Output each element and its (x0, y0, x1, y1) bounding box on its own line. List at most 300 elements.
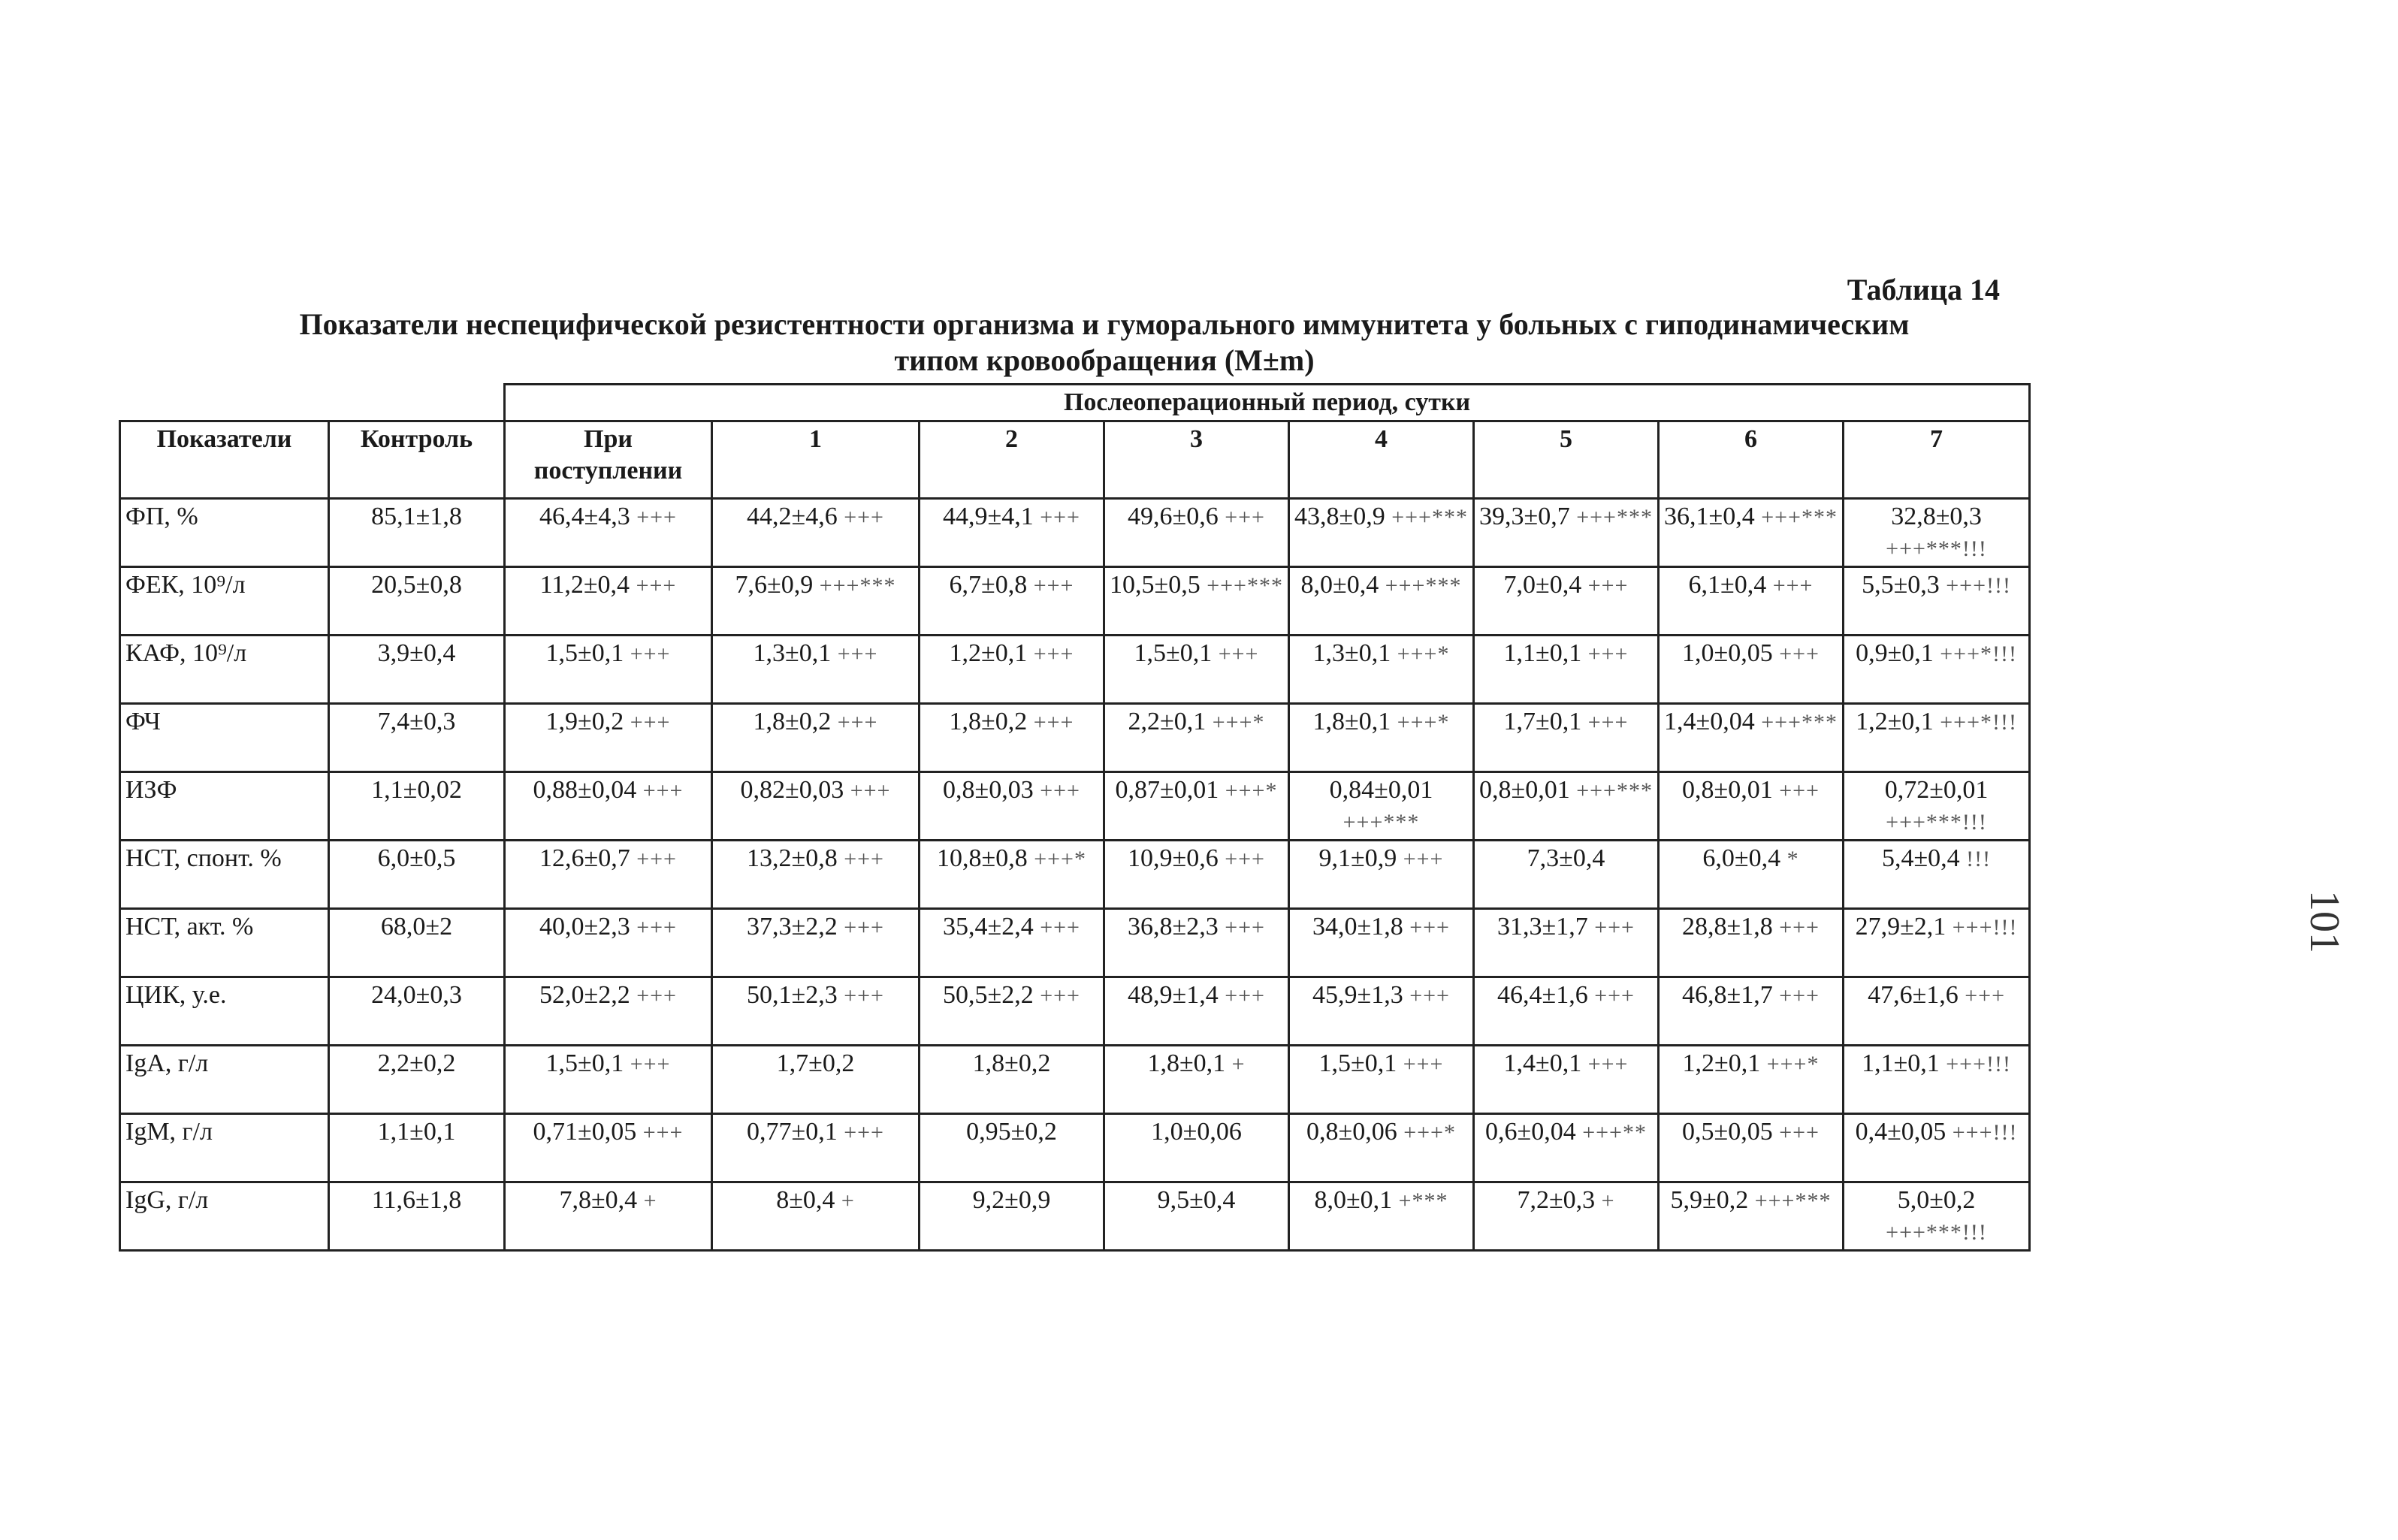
control-value: 11,6±1,8 (329, 1182, 505, 1251)
mean-value: 9,2±0,9 (972, 1186, 1051, 1214)
value-cell (712, 499, 920, 567)
table-row (120, 841, 2030, 909)
mean-value: 1,0±0,06 (1151, 1118, 1242, 1146)
indicator-name: IgM, г/л (120, 1114, 329, 1182)
value-cell (1844, 1182, 2030, 1251)
significance-marks: +++ (837, 710, 878, 735)
mean-value: 1,4±0,04 (1664, 708, 1755, 735)
mean-value: 12,6±0,7 (539, 844, 630, 872)
mean-value: 1,8±0,2 (949, 708, 1028, 735)
results-table (119, 383, 2031, 1252)
significance-marks: +++ (1040, 915, 1080, 940)
value-cell (1659, 1182, 1844, 1251)
value-cell (712, 1114, 920, 1182)
table-row (120, 704, 2030, 772)
control-value: 85,1±1,8 (329, 499, 505, 567)
mean-value: 47,6±1,6 (1868, 981, 1959, 1009)
value-cell (1289, 772, 1474, 841)
mean-value: 1,8±0,2 (972, 1049, 1051, 1077)
value-cell (712, 772, 920, 841)
significance-marks: +++*** (819, 573, 896, 598)
value-cell (1474, 1114, 1659, 1182)
significance-marks: +++ (1403, 847, 1444, 871)
mean-value: 46,4±1,6 (1497, 981, 1588, 1009)
significance-marks: +++ (1779, 778, 1820, 803)
value-cell (920, 841, 1104, 909)
value-cell (920, 1114, 1104, 1182)
control-value: 3,9±0,4 (329, 636, 505, 704)
value-cell (505, 567, 712, 636)
mean-value: 0,82±0,03 (740, 776, 844, 804)
value-cell (505, 1046, 712, 1114)
value-cell (1289, 1046, 1474, 1114)
control-value: 68,0±2 (329, 909, 505, 977)
mean-value: 13,2±0,8 (747, 844, 838, 872)
significance-marks: +++ (630, 1052, 671, 1076)
control-value: 24,0±0,3 (329, 977, 505, 1046)
mean-value: 34,0±1,8 (1312, 913, 1403, 941)
significance-marks: +++ (1040, 983, 1080, 1008)
mean-value: 27,9±2,1 (1855, 913, 1946, 941)
value-cell (1844, 704, 2030, 772)
value-cell (1289, 841, 1474, 909)
mean-value: 0,88±0,04 (533, 776, 637, 804)
significance-marks: +++* (1403, 1120, 1456, 1145)
value-cell (1289, 1182, 1474, 1251)
value-cell (920, 1182, 1104, 1251)
page-number: 101 (2301, 890, 2348, 953)
mean-value: 5,0±0,2 (1897, 1186, 1976, 1214)
significance-marks: +++ (844, 915, 884, 940)
mean-value: 1,2±0,1 (1682, 1049, 1761, 1077)
table-row (120, 1182, 2030, 1251)
significance-marks: +++ (1779, 915, 1820, 940)
column-header: 1 (712, 421, 920, 499)
mean-value: 6,1±0,4 (1688, 571, 1767, 599)
value-cell (712, 704, 920, 772)
mean-value: 8,0±0,1 (1314, 1186, 1393, 1214)
value-cell (505, 977, 712, 1046)
value-cell (1659, 1114, 1844, 1182)
significance-marks: +++ (1403, 1052, 1444, 1076)
significance-marks: +++ (1225, 505, 1265, 530)
mean-value: 1,0±0,05 (1682, 639, 1773, 667)
significance-marks: + (841, 1188, 855, 1213)
mean-value: 7,3±0,4 (1527, 844, 1605, 872)
control-value: 6,0±0,5 (329, 841, 505, 909)
value-cell (505, 1182, 712, 1251)
mean-value: 2,2±0,1 (1128, 708, 1207, 735)
table-row (120, 499, 2030, 567)
mean-value: 36,1±0,4 (1664, 503, 1755, 530)
mean-value: 0,8±0,01 (1479, 776, 1570, 804)
mean-value: 0,84±0,01 (1329, 776, 1433, 804)
value-cell (1104, 909, 1289, 977)
significance-marks: +++ (844, 847, 884, 871)
value-cell (1104, 499, 1289, 567)
mean-value: 50,5±2,2 (943, 981, 1034, 1009)
significance-marks: +++ (1965, 983, 2006, 1008)
significance-marks: +*** (1398, 1188, 1448, 1213)
indicator-name: НСТ, акт. % (120, 909, 329, 977)
mean-value: 44,2±4,6 (747, 503, 838, 530)
mean-value: 9,5±0,4 (1157, 1186, 1236, 1214)
mean-value: 49,6±0,6 (1128, 503, 1219, 530)
value-cell (1289, 1114, 1474, 1182)
mean-value: 6,0±0,4 (1702, 844, 1781, 872)
significance-marks: +++*** (1754, 1188, 1832, 1213)
mean-value: 1,8±0,1 (1312, 708, 1391, 735)
value-cell (1104, 977, 1289, 1046)
value-cell (1474, 1182, 1659, 1251)
indicator-name: ИЗФ (120, 772, 329, 841)
significance-marks: +++** (1582, 1120, 1647, 1145)
table-title (120, 306, 2088, 379)
value-cell (505, 1114, 712, 1182)
value-cell (1659, 499, 1844, 567)
value-cell (920, 1046, 1104, 1114)
mean-value: 0,72±0,01 (1884, 776, 1989, 804)
table-label: Таблица 14 (1847, 273, 2000, 306)
value-cell (1474, 567, 1659, 636)
value-cell (1844, 499, 2030, 567)
value-cell (505, 636, 712, 704)
table-row (120, 909, 2030, 977)
mean-value: 48,9±1,4 (1128, 981, 1219, 1009)
column-header: 4 (1289, 421, 1474, 499)
mean-value: 35,4±2,4 (943, 913, 1034, 941)
significance-marks: +++ (1587, 1052, 1629, 1076)
significance-marks: +++ (1594, 915, 1635, 940)
significance-marks: * (1786, 847, 1799, 871)
mean-value: 1,7±0,2 (776, 1049, 855, 1077)
mean-value: 1,2±0,1 (1856, 708, 1934, 735)
significance-marks: +++*!!! (1940, 710, 2017, 735)
indicator-name: ФЧ (120, 704, 329, 772)
significance-marks: +++ (1409, 983, 1450, 1008)
mean-value: 32,8±0,3 (1891, 503, 1982, 530)
value-cell (1659, 977, 1844, 1046)
mean-value: 11,2±0,4 (539, 571, 630, 599)
significance-marks: +++!!! (1946, 573, 2011, 598)
mean-value: 44,9±4,1 (943, 503, 1034, 530)
significance-marks: +++***!!! (1886, 536, 1987, 561)
value-cell (1474, 772, 1659, 841)
mean-value: 37,3±2,2 (747, 913, 838, 941)
value-cell (1289, 909, 1474, 977)
mean-value: 1,3±0,1 (1312, 639, 1391, 667)
mean-value: 1,3±0,1 (753, 639, 832, 667)
indicator-name: ФЕК, 10⁹/л (120, 567, 329, 636)
mean-value: 1,5±0,1 (545, 1049, 624, 1077)
mean-value: 1,5±0,1 (545, 639, 624, 667)
value-cell (1104, 704, 1289, 772)
value-cell (1104, 772, 1289, 841)
value-cell (1844, 1114, 2030, 1182)
significance-marks: +++*** (1576, 505, 1653, 530)
value-cell (1659, 636, 1844, 704)
significance-marks: !!! (1966, 847, 1992, 871)
indicator-name: КАФ, 10⁹/л (120, 636, 329, 704)
mean-value: 28,8±1,8 (1682, 913, 1773, 941)
value-cell (1474, 1046, 1659, 1114)
significance-marks: +++ (1779, 1120, 1820, 1145)
mean-value: 7,8±0,4 (559, 1186, 638, 1214)
value-cell (505, 499, 712, 567)
value-cell (1474, 704, 1659, 772)
significance-marks: +++* (1397, 710, 1450, 735)
value-cell (920, 977, 1104, 1046)
value-cell (1659, 909, 1844, 977)
significance-marks: + (1231, 1052, 1246, 1076)
value-cell (1659, 567, 1844, 636)
mean-value: 0,8±0,06 (1306, 1118, 1397, 1146)
mean-value: 1,1±0,1 (1503, 639, 1582, 667)
value-cell (1104, 1182, 1289, 1251)
indicator-name: ЦИК, у.е. (120, 977, 329, 1046)
value-cell (1104, 1046, 1289, 1114)
significance-marks: +++*** (1576, 778, 1653, 803)
significance-marks: +++*** (1761, 505, 1838, 530)
mean-value: 0,4±0,05 (1855, 1118, 1946, 1146)
mean-value: 39,3±0,7 (1479, 503, 1570, 530)
value-cell (712, 1046, 920, 1114)
significance-marks: +++*** (1761, 710, 1838, 735)
significance-marks: +++ (636, 915, 677, 940)
value-cell (712, 567, 920, 636)
mean-value: 1,8±0,2 (753, 708, 832, 735)
value-cell (1659, 841, 1844, 909)
value-cell (1289, 636, 1474, 704)
significance-marks: +++ (1225, 915, 1265, 940)
value-cell (1659, 772, 1844, 841)
mean-value: 0,77±0,1 (747, 1118, 838, 1146)
value-cell (1844, 841, 2030, 909)
significance-marks: +++*** (1391, 505, 1468, 530)
mean-value: 31,3±1,7 (1497, 913, 1588, 941)
column-header-row (120, 421, 2030, 499)
mean-value: 1,2±0,1 (949, 639, 1028, 667)
significance-marks: +++ (837, 642, 878, 666)
value-cell (920, 772, 1104, 841)
significance-marks: +++!!! (1946, 1052, 2011, 1076)
value-cell (1844, 909, 2030, 977)
significance-marks: +++* (1212, 710, 1265, 735)
significance-marks: +++ (630, 710, 671, 735)
mean-value: 0,6±0,04 (1485, 1118, 1576, 1146)
value-cell (1474, 636, 1659, 704)
mean-value: 43,8±0,9 (1294, 503, 1385, 530)
significance-marks: +++ (1040, 778, 1080, 803)
value-cell (1844, 636, 2030, 704)
mean-value: 7,0±0,4 (1503, 571, 1582, 599)
mean-value: 8±0,4 (776, 1186, 835, 1214)
value-cell (1474, 977, 1659, 1046)
value-cell (712, 636, 920, 704)
mean-value: 45,9±1,3 (1312, 981, 1403, 1009)
value-cell (712, 977, 920, 1046)
value-cell (505, 841, 712, 909)
significance-marks: +++ (1587, 642, 1629, 666)
title-line-1: Показатели неспецифической резистентности организма и гуморального иммунитета у больных с гиподинамическим (299, 307, 1910, 341)
value-cell (1104, 636, 1289, 704)
significance-marks: +++ (844, 505, 884, 530)
value-cell (505, 704, 712, 772)
significance-marks: +++ (1409, 915, 1450, 940)
mean-value: 10,9±0,6 (1128, 844, 1219, 872)
column-header: Показатели (120, 421, 329, 499)
significance-marks: +++ (1225, 983, 1265, 1008)
mean-value: 5,5±0,3 (1862, 571, 1940, 599)
value-cell (712, 841, 920, 909)
significance-marks: + (1601, 1188, 1615, 1213)
mean-value: 10,5±0,5 (1110, 571, 1201, 599)
value-cell (1474, 909, 1659, 977)
significance-marks: +++ (636, 983, 677, 1008)
value-cell (505, 772, 712, 841)
significance-marks: + (643, 1188, 657, 1213)
value-cell (1844, 977, 2030, 1046)
mean-value: 0,8±0,01 (1682, 776, 1773, 804)
column-header: 2 (920, 421, 1104, 499)
value-cell (505, 909, 712, 977)
mean-value: 46,8±1,7 (1682, 981, 1773, 1009)
significance-marks: +++ (630, 642, 671, 666)
value-cell (1844, 1046, 2030, 1114)
significance-marks: +++ (642, 778, 684, 803)
value-cell (1104, 841, 1289, 909)
significance-marks: +++ (844, 983, 884, 1008)
value-cell (1104, 1114, 1289, 1182)
blank-corner (120, 385, 505, 421)
value-cell (1474, 841, 1659, 909)
column-header: 3 (1104, 421, 1289, 499)
value-cell (1289, 567, 1474, 636)
mean-value: 9,1±0,9 (1318, 844, 1397, 872)
mean-value: 46,4±4,3 (539, 503, 630, 530)
mean-value: 52,0±2,2 (539, 981, 630, 1009)
mean-value: 50,1±2,3 (747, 981, 838, 1009)
mean-value: 1,8±0,1 (1147, 1049, 1226, 1077)
mean-value: 6,7±0,8 (949, 571, 1028, 599)
mean-value: 5,4±0,4 (1881, 844, 1960, 872)
control-value: 1,1±0,02 (329, 772, 505, 841)
significance-marks: +++ (636, 847, 677, 871)
significance-marks: +++***!!! (1886, 810, 1987, 835)
value-cell (920, 567, 1104, 636)
value-cell (920, 704, 1104, 772)
significance-marks: +++ (1772, 573, 1814, 598)
significance-marks: +++ (1033, 573, 1074, 598)
mean-value: 10,8±0,8 (937, 844, 1028, 872)
table-row (120, 636, 2030, 704)
control-value: 7,4±0,3 (329, 704, 505, 772)
mean-value: 40,0±2,3 (539, 913, 630, 941)
significance-marks: +++ (1779, 983, 1820, 1008)
value-cell (920, 909, 1104, 977)
mean-value: 1,5±0,1 (1318, 1049, 1397, 1077)
mean-value: 1,5±0,1 (1134, 639, 1213, 667)
significance-marks: +++*** (1207, 573, 1283, 598)
significance-marks: +++*!!! (1940, 642, 2017, 666)
control-value: 1,1±0,1 (329, 1114, 505, 1182)
significance-marks: +++ (844, 1120, 884, 1145)
column-header: 7 (1844, 421, 2030, 499)
column-header: При поступлении (505, 421, 712, 499)
value-cell (1289, 704, 1474, 772)
indicator-name: ФП, % (120, 499, 329, 567)
control-value: 2,2±0,2 (329, 1046, 505, 1114)
mean-value: 7,2±0,3 (1517, 1186, 1596, 1214)
table-row (120, 977, 2030, 1046)
significance-marks: +++ (1218, 642, 1259, 666)
mean-value: 1,1±0,1 (1862, 1049, 1940, 1077)
value-cell (1844, 772, 2030, 841)
value-cell (1289, 977, 1474, 1046)
significance-marks: +++ (850, 778, 891, 803)
significance-marks: +++!!! (1952, 1120, 2018, 1145)
indicator-name: IgA, г/л (120, 1046, 329, 1114)
table-row (120, 772, 2030, 841)
significance-marks: +++ (1587, 710, 1629, 735)
significance-marks: +++* (1225, 778, 1278, 803)
significance-marks: +++ (636, 505, 677, 530)
indicator-name: НСТ, спонт. % (120, 841, 329, 909)
significance-marks: +++*** (1385, 573, 1462, 598)
significance-marks: +++***!!! (1886, 1220, 1987, 1245)
value-cell (712, 909, 920, 977)
mean-value: 36,8±2,3 (1128, 913, 1219, 941)
significance-marks: +++* (1034, 847, 1086, 871)
mean-value: 1,9±0,2 (545, 708, 624, 735)
significance-marks: +++*** (1342, 810, 1420, 835)
mean-value: 0,95±0,2 (966, 1118, 1057, 1146)
mean-value: 7,6±0,9 (735, 571, 814, 599)
significance-marks: +++ (1040, 505, 1080, 530)
control-value: 20,5±0,8 (329, 567, 505, 636)
period-header: Послеоперационный период, сутки (505, 385, 2030, 421)
mean-value: 8,0±0,4 (1300, 571, 1379, 599)
significance-marks: +++* (1766, 1052, 1820, 1076)
value-cell (712, 1182, 920, 1251)
column-header: 5 (1474, 421, 1659, 499)
table-row (120, 1046, 2030, 1114)
mean-value: 5,9±0,2 (1670, 1186, 1749, 1214)
value-cell (1844, 567, 2030, 636)
column-header: 6 (1659, 421, 1844, 499)
significance-marks: +++ (1033, 642, 1074, 666)
value-cell (920, 636, 1104, 704)
indicator-name: IgG, г/л (120, 1182, 329, 1251)
mean-value: 0,71±0,05 (533, 1118, 637, 1146)
table-row (120, 567, 2030, 636)
significance-marks: +++ (1225, 847, 1265, 871)
value-cell (1289, 499, 1474, 567)
significance-marks: +++ (1587, 573, 1629, 598)
value-cell (1474, 499, 1659, 567)
significance-marks: +++!!! (1952, 915, 2018, 940)
mean-value: 1,4±0,1 (1503, 1049, 1582, 1077)
table-row (120, 1114, 2030, 1182)
significance-marks: +++* (1397, 642, 1450, 666)
title-line-2: типом кровообращения (M±m) (894, 343, 1315, 377)
significance-marks: +++ (1779, 642, 1820, 666)
value-cell (1659, 704, 1844, 772)
mean-value: 0,5±0,05 (1682, 1118, 1773, 1146)
significance-marks: +++ (642, 1120, 684, 1145)
value-cell (1104, 567, 1289, 636)
mean-value: 1,7±0,1 (1503, 708, 1582, 735)
